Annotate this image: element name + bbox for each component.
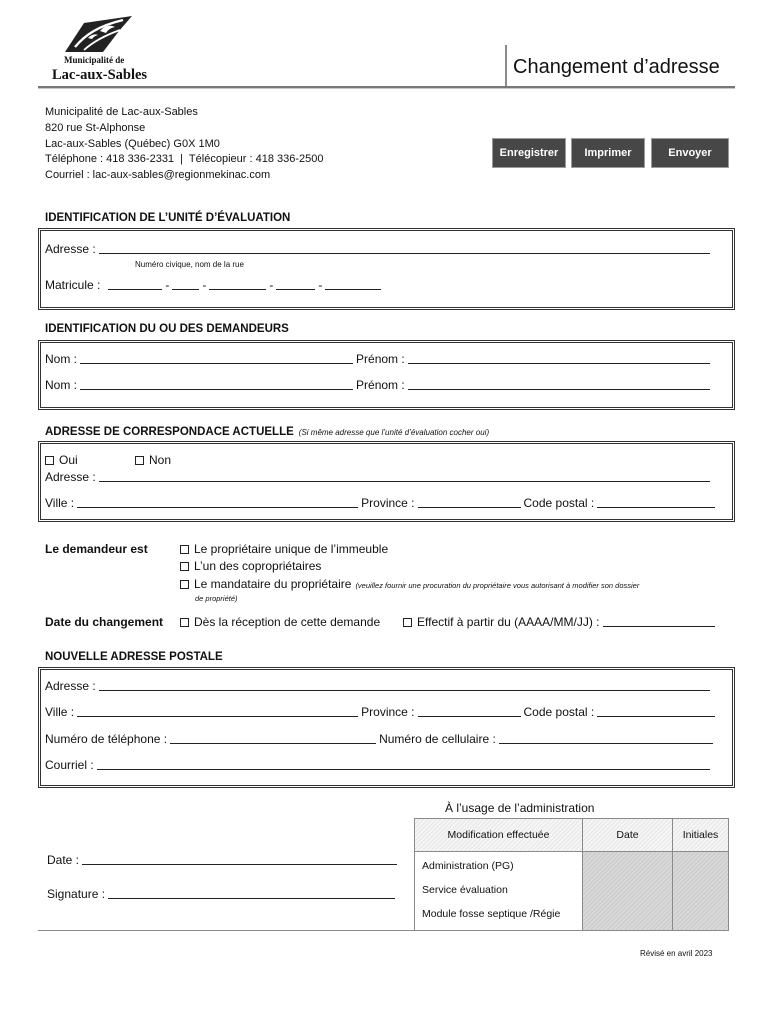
new-province-input[interactable] [418, 704, 521, 717]
name-label: Nom : [45, 378, 78, 392]
change-date-label-text: Date du changement [45, 615, 164, 629]
unit-address-input[interactable] [99, 241, 710, 254]
new-city-row [45, 704, 718, 720]
matricule-label: Matricule : [45, 278, 101, 292]
current-address-input[interactable] [99, 469, 710, 482]
header-rule [38, 86, 735, 89]
current-city-input[interactable] [77, 495, 358, 508]
no-checkbox[interactable] [135, 456, 144, 465]
unit-address-hint: Numéro civique, nom de la rue [135, 260, 244, 269]
logo-name: Lac-aux-Sables [52, 67, 148, 83]
contact-line: 820 rue St-Alphonse [45, 121, 146, 134]
coowner-option-label: L’un des copropriétaires [194, 559, 322, 573]
unit-heading-text: IDENTIFICATION DE L’UNITÉ D’ÉVALUATION [45, 212, 291, 224]
current-city-row [45, 495, 718, 511]
name-input[interactable] [80, 377, 353, 390]
change-date-effective [403, 614, 718, 630]
contact-line: Téléphone : 418 336-2331 | Télécopieur : 418 336-2500 [45, 153, 324, 166]
current-address-box [38, 441, 735, 522]
new-city-input[interactable] [77, 704, 358, 717]
signature-input[interactable] [108, 886, 395, 899]
new-postal-code-input[interactable] [597, 704, 715, 717]
effective-checkbox[interactable] [403, 618, 412, 627]
matricule-separator: - [165, 278, 170, 292]
yes-label: Oui [59, 453, 78, 467]
immediate-option-label: Dès la réception de cette demande [194, 615, 381, 629]
postal-code-label: Code postal : [523, 705, 595, 719]
province-label: Province : [361, 496, 415, 510]
logo-subtitle: Municipalité de [64, 55, 125, 65]
applicants-box [38, 340, 735, 410]
effective-date-input[interactable] [603, 614, 716, 627]
applicant-row [45, 351, 713, 367]
contact-block [45, 105, 323, 184]
matricule-part-2[interactable] [172, 277, 199, 290]
new-address-row [45, 678, 713, 694]
new-address-box [38, 667, 735, 788]
send-button[interactable]: Envoyer [651, 138, 729, 168]
firstname-label: Prénom : [356, 378, 405, 392]
immediate-checkbox[interactable] [180, 618, 189, 627]
date-input[interactable] [82, 852, 397, 865]
applicant-type-label-text: Le demandeur est [45, 542, 148, 556]
admin-modification-cell [415, 852, 582, 930]
admin-row-label: Administration (PG) [422, 860, 514, 872]
admin-row-label: Module fosse septique /Régie [422, 908, 561, 920]
coowner-checkbox[interactable] [180, 562, 189, 571]
unit-heading [45, 210, 290, 226]
new-address-input[interactable] [99, 678, 710, 691]
new-address-label: Adresse : [45, 679, 96, 693]
current-address-heading-text: ADRESSE DE CORRESPONDACE ACTUELLE [45, 426, 294, 438]
postal-code-label: Code postal : [523, 496, 595, 510]
effective-option-label: Effectif à partir du (AAAA/MM/JJ) : [417, 615, 600, 629]
contact-line: Courriel : lac-aux-sables@regionmekinac.com [45, 169, 271, 181]
signature-divider [38, 930, 415, 931]
yes-checkbox[interactable] [45, 456, 54, 465]
applicant-type-label [45, 541, 148, 557]
contact-line: Municipalité de Lac-aux-Sables [45, 106, 198, 118]
print-button[interactable]: Imprimer [571, 138, 645, 168]
matricule-part-4[interactable] [276, 277, 315, 290]
matricule-part-3[interactable] [209, 277, 266, 290]
current-address-row [45, 469, 713, 485]
mandatary-option-label: Le mandataire du propriétaire [194, 577, 352, 591]
unit-address-row [45, 241, 713, 257]
city-label: Ville : [45, 705, 75, 719]
revision-note: Révisé en avril 2023 [640, 949, 713, 958]
matricule-separator: - [202, 278, 207, 292]
admin-row-label: Service évaluation [422, 884, 508, 896]
current-address-heading [45, 424, 489, 440]
new-address-heading-text: NOUVELLE ADRESSE POSTALE [45, 651, 223, 663]
change-date-immediate[interactable] [180, 614, 380, 630]
admin-column-header: Modification effectuée [415, 819, 582, 851]
owner-option-label: Le propriétaire unique de l’immeuble [194, 542, 389, 556]
firstname-input[interactable] [408, 377, 710, 390]
unit-address-label: Adresse : [45, 242, 96, 256]
signature-row [47, 886, 398, 902]
applicant-type-option-coowner[interactable] [180, 558, 321, 574]
email-label: Courriel : [45, 758, 94, 772]
email-input[interactable] [97, 757, 710, 770]
mandatary-note: (veuillez fournir une procuration du propriétaire vous autorisant à modifier son dossier [355, 581, 640, 590]
phone-label: Numéro de téléphone : [45, 732, 168, 746]
admin-initials-cell [673, 852, 728, 930]
current-province-input[interactable] [418, 495, 521, 508]
email-row [45, 757, 713, 773]
new-address-heading [45, 649, 223, 665]
owner-checkbox[interactable] [180, 545, 189, 554]
same-address-yes[interactable] [45, 452, 78, 468]
admin-column-header: Initiales [673, 819, 728, 851]
phone-row [45, 731, 716, 747]
admin-title: À l’usage de l’administration [445, 801, 595, 815]
name-label: Nom : [45, 352, 78, 366]
cell-input[interactable] [499, 731, 713, 744]
date-label: Date : [47, 853, 80, 867]
province-label: Province : [361, 705, 415, 719]
unit-box [38, 228, 735, 310]
matricule-part-1[interactable] [108, 277, 162, 290]
current-address-note: (Si même adresse que l’unité d’évaluation cocher oui) [298, 428, 490, 437]
matricule-separator: - [269, 278, 274, 292]
applicant-type-option-mandatary[interactable] [180, 576, 639, 592]
phone-input[interactable] [170, 731, 376, 744]
date-row [47, 852, 400, 868]
cell-label: Numéro de cellulaire : [379, 732, 496, 746]
save-button[interactable]: Enregistrer [492, 138, 566, 168]
current-address-label: Adresse : [45, 470, 96, 484]
matricule-row [45, 277, 384, 293]
change-date-label [45, 614, 163, 630]
page-title: Changement d’adresse [513, 56, 720, 78]
applicants-heading [45, 321, 289, 337]
applicant-row [45, 377, 713, 393]
matricule-separator: - [318, 278, 323, 292]
mandatary-note-continued: de propriété) [195, 594, 238, 603]
applicant-type-option-owner[interactable] [180, 541, 388, 557]
contact-line: Lac-aux-Sables (Québec) G0X 1M0 [45, 137, 220, 150]
title-divider [505, 45, 507, 87]
no-label: Non [149, 453, 172, 467]
firstname-label: Prénom : [356, 352, 405, 366]
admin-column-header: Date [583, 819, 672, 851]
current-postal-code-input[interactable] [597, 495, 715, 508]
city-label: Ville : [45, 496, 75, 510]
admin-table [414, 818, 729, 931]
signature-label: Signature : [47, 887, 106, 901]
matricule-part-5[interactable] [325, 277, 381, 290]
admin-date-cell [583, 852, 672, 930]
same-address-no[interactable] [135, 452, 171, 468]
municipality-logo-icon [62, 14, 132, 54]
name-input[interactable] [80, 351, 353, 364]
mandatary-checkbox[interactable] [180, 580, 189, 589]
firstname-input[interactable] [408, 351, 710, 364]
applicants-heading-text: IDENTIFICATION DU OU DES DEMANDEURS [45, 323, 289, 335]
